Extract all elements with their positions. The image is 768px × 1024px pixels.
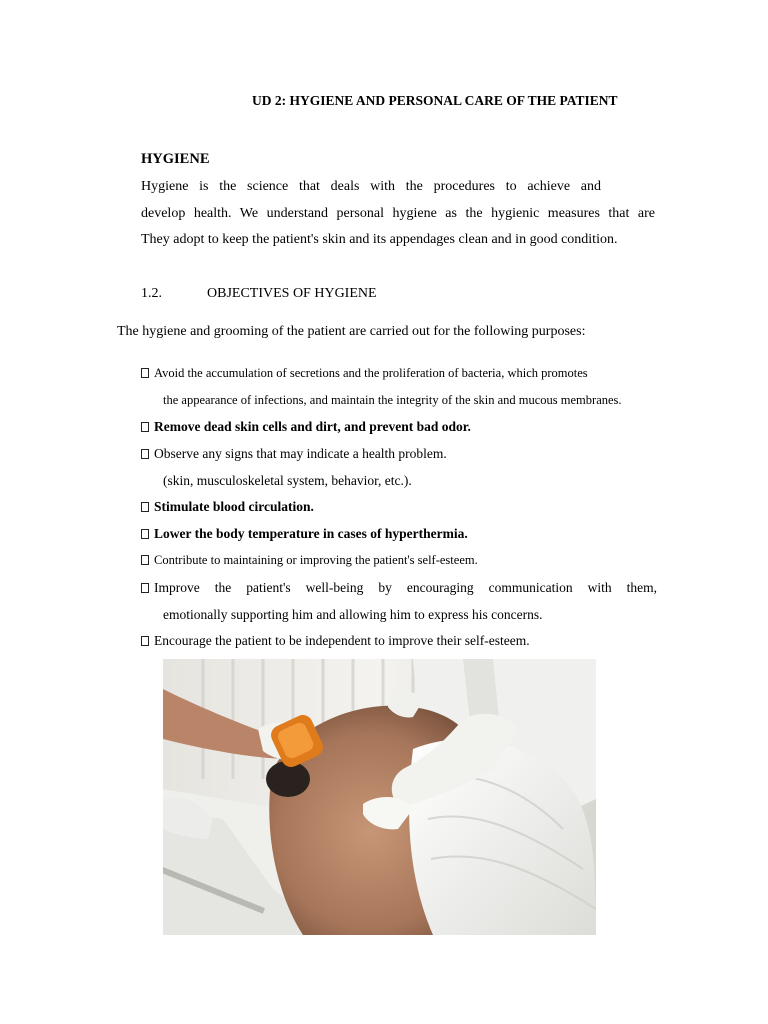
bullet-8: [141, 633, 530, 649]
bullet-7-text: Improve the patient's well-being by encouraging communication with them,: [154, 580, 657, 595]
bullet-7: [141, 580, 657, 596]
hygiene-line-3: They adopt to keep the patient's skin and its appendages clean and in good condition.: [141, 232, 618, 247]
bullet-box-icon: [141, 529, 149, 539]
intro-text: The hygiene and grooming of the patient are carried out for the following purposes:: [117, 324, 586, 339]
bullet-1: [141, 366, 588, 381]
section-number: 1.2.: [141, 286, 162, 301]
bullet-5: [141, 526, 468, 542]
bullet-1-text: Avoid the accumulation of secretions and the proliferation of bacteria, which promotes: [154, 366, 588, 380]
bullet-box-icon: [141, 583, 149, 593]
bullet-box-icon: [141, 422, 149, 432]
bullet-box-icon: [141, 636, 149, 646]
hygiene-line-1: Hygiene is the science that deals with the procedures to achieve and: [141, 179, 601, 194]
bullet-3: [141, 446, 447, 462]
hygiene-line-2: develop health. We understand personal hygiene as the hygienic measures that are: [141, 206, 655, 221]
bullet-1-cont: the appearance of infections, and maintain the integrity of the skin and mucous membranes.: [163, 393, 622, 407]
page-title: UD 2: HYGIENE AND PERSONAL CARE OF THE PATIENT: [252, 93, 618, 108]
bullet-8-text: Encourage the patient to be independent to improve their self-esteem.: [154, 633, 530, 648]
bullet-box-icon: [141, 368, 149, 378]
bullet-3-text: Observe any signs that may indicate a health problem.: [154, 446, 447, 461]
bullet-5-text: Lower the body temperature in cases of hyperthermia.: [154, 526, 468, 541]
bullet-3-cont: (skin, musculoskeletal system, behavior, etc.).: [163, 473, 412, 488]
section-title: OBJECTIVES OF HYGIENE: [207, 286, 377, 301]
bullet-4: [141, 499, 314, 515]
bullet-7-cont: emotionally supporting him and allowing him to express his concerns.: [163, 607, 543, 622]
bullet-6: [141, 553, 478, 568]
bullet-box-icon: [141, 449, 149, 459]
bullet-box-icon: [141, 555, 149, 565]
hygiene-heading: HYGIENE: [141, 151, 210, 167]
patient-bathing-photo: [163, 659, 596, 935]
bullet-6-text: Contribute to maintaining or improving the patient's self-esteem.: [154, 553, 478, 567]
bullet-4-text: Stimulate blood circulation.: [154, 499, 314, 514]
bullet-box-icon: [141, 502, 149, 512]
bullet-2: [141, 419, 471, 435]
bullet-2-text: Remove dead skin cells and dirt, and prevent bad odor.: [154, 419, 471, 434]
